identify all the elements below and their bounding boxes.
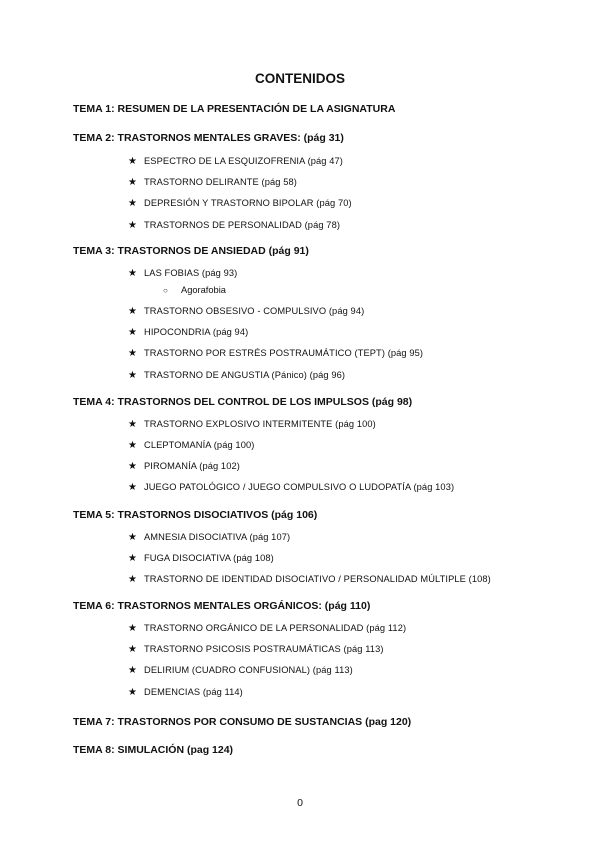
star-bullet-icon: ★ — [128, 461, 138, 472]
list-item — [128, 687, 243, 698]
star-bullet-icon: ★ — [128, 553, 138, 564]
tema-7-heading: TEMA 7: TRASTORNOS POR CONSUMO DE SUSTANCIAS (pag 120) — [73, 716, 412, 728]
list-item — [128, 665, 353, 676]
star-bullet-icon: ★ — [128, 665, 138, 676]
list-item-label: FUGA DISOCIATIVA (pág 108) — [144, 553, 274, 563]
list-item — [128, 268, 237, 279]
star-bullet-icon: ★ — [128, 370, 138, 381]
list-item — [128, 461, 240, 472]
list-item-label: DEMENCIAS (pág 114) — [144, 687, 243, 697]
list-item — [128, 306, 364, 317]
page-number: 0 — [297, 797, 303, 809]
list-item-label: DELIRIUM (CUADRO CONFUSIONAL) (pág 113) — [144, 665, 353, 675]
page-title: CONTENIDOS — [254, 71, 345, 86]
star-bullet-icon: ★ — [128, 644, 138, 655]
tema-3-heading: TEMA 3: TRASTORNOS DE ANSIEDAD (pág 91) — [73, 245, 309, 257]
list-item — [128, 370, 345, 381]
star-bullet-icon: ★ — [128, 348, 138, 359]
star-bullet-icon: ★ — [128, 687, 138, 698]
sub-list-item-label: Agorafobia — [181, 285, 226, 295]
list-item-label: PIROMANÍA (pág 102) — [144, 461, 240, 471]
list-item-label: DEPRESIÓN Y TRASTORNO BIPOLAR (pág 70) — [144, 198, 352, 208]
star-bullet-icon: ★ — [128, 623, 138, 634]
list-item — [128, 482, 454, 493]
list-item-label: TRASTORNO PSICOSIS POSTRAUMÁTICAS (pág 113) — [144, 644, 384, 654]
list-item — [128, 198, 352, 209]
list-item-label: ESPECTRO DE LA ESQUIZOFRENIA (pág 47) — [144, 156, 343, 166]
star-bullet-icon: ★ — [128, 268, 138, 279]
list-item — [128, 419, 376, 430]
list-item — [128, 644, 384, 655]
list-item-label: CLEPTOMANÍA (pág 100) — [144, 440, 255, 450]
tema-4-heading: TEMA 4: TRASTORNOS DEL CONTROL DE LOS IMPULSOS (pág 98) — [73, 396, 413, 408]
tema-1-heading: TEMA 1: RESUMEN DE LA PRESENTACIÓN DE LA ASIGNATURA — [73, 103, 396, 115]
list-item — [128, 574, 491, 585]
list-item — [128, 532, 290, 543]
star-bullet-icon: ★ — [128, 419, 138, 430]
star-bullet-icon: ★ — [128, 482, 138, 493]
circle-bullet-icon: ○ — [163, 286, 168, 295]
list-item — [128, 177, 297, 188]
list-item — [128, 220, 340, 231]
list-item — [128, 156, 343, 167]
star-bullet-icon: ★ — [128, 177, 138, 188]
tema-8-heading: TEMA 8: SIMULACIÓN (pag 124) — [73, 744, 234, 756]
list-item-label: TRASTORNO OBSESIVO - COMPULSIVO (pág 94) — [144, 306, 365, 316]
list-item-label: TRASTORNO DE IDENTIDAD DISOCIATIVO / PERSONALIDAD MÚLTIPLE (108) — [144, 574, 491, 584]
list-item-label: TRASTORNO EXPLOSIVO INTERMITENTE (pág 100) — [144, 419, 376, 429]
list-item — [128, 440, 254, 451]
sub-list-item — [163, 285, 226, 295]
tema-2-heading: TEMA 2: TRASTORNOS MENTALES GRAVES: (pág 31) — [73, 132, 344, 144]
star-bullet-icon: ★ — [128, 198, 138, 209]
list-item-label: TRASTORNO ORGÁNICO DE LA PERSONALIDAD (pág 112) — [144, 623, 407, 633]
list-item — [128, 327, 248, 338]
list-item — [128, 348, 423, 359]
star-bullet-icon: ★ — [128, 306, 138, 317]
star-bullet-icon: ★ — [128, 327, 138, 338]
list-item — [128, 623, 406, 634]
star-bullet-icon: ★ — [128, 156, 138, 167]
list-item-label: TRASTORNOS DE PERSONALIDAD (pág 78) — [144, 220, 341, 230]
list-item-label: HIPOCONDRIA (pág 94) — [144, 327, 249, 337]
list-item-label: TRASTORNO POR ESTRÉS POSTRAUMÁTICO (TEPT) (pág 95) — [144, 348, 424, 358]
list-item-label: LAS FOBIAS (pág 93) — [144, 268, 238, 278]
list-item — [128, 553, 274, 564]
list-item-label: TRASTORNO DE ANGUSTIA (Pánico) (pág 96) — [144, 370, 346, 380]
list-item-label: AMNESIA DISOCIATIVA (pág 107) — [144, 532, 291, 542]
star-bullet-icon: ★ — [128, 574, 138, 585]
tema-6-heading: TEMA 6: TRASTORNOS MENTALES ORGÁNICOS: (pág 110) — [73, 600, 371, 612]
star-bullet-icon: ★ — [128, 220, 138, 231]
star-bullet-icon: ★ — [128, 440, 138, 451]
tema-5-heading: TEMA 5: TRASTORNOS DISOCIATIVOS (pág 106) — [73, 509, 318, 521]
list-item-label: TRASTORNO DELIRANTE (pág 58) — [144, 177, 297, 187]
list-item-label: JUEGO PATOLÓGICO / JUEGO COMPULSIVO O LUDOPATÍA (pág 103) — [144, 482, 455, 492]
star-bullet-icon: ★ — [128, 532, 138, 543]
